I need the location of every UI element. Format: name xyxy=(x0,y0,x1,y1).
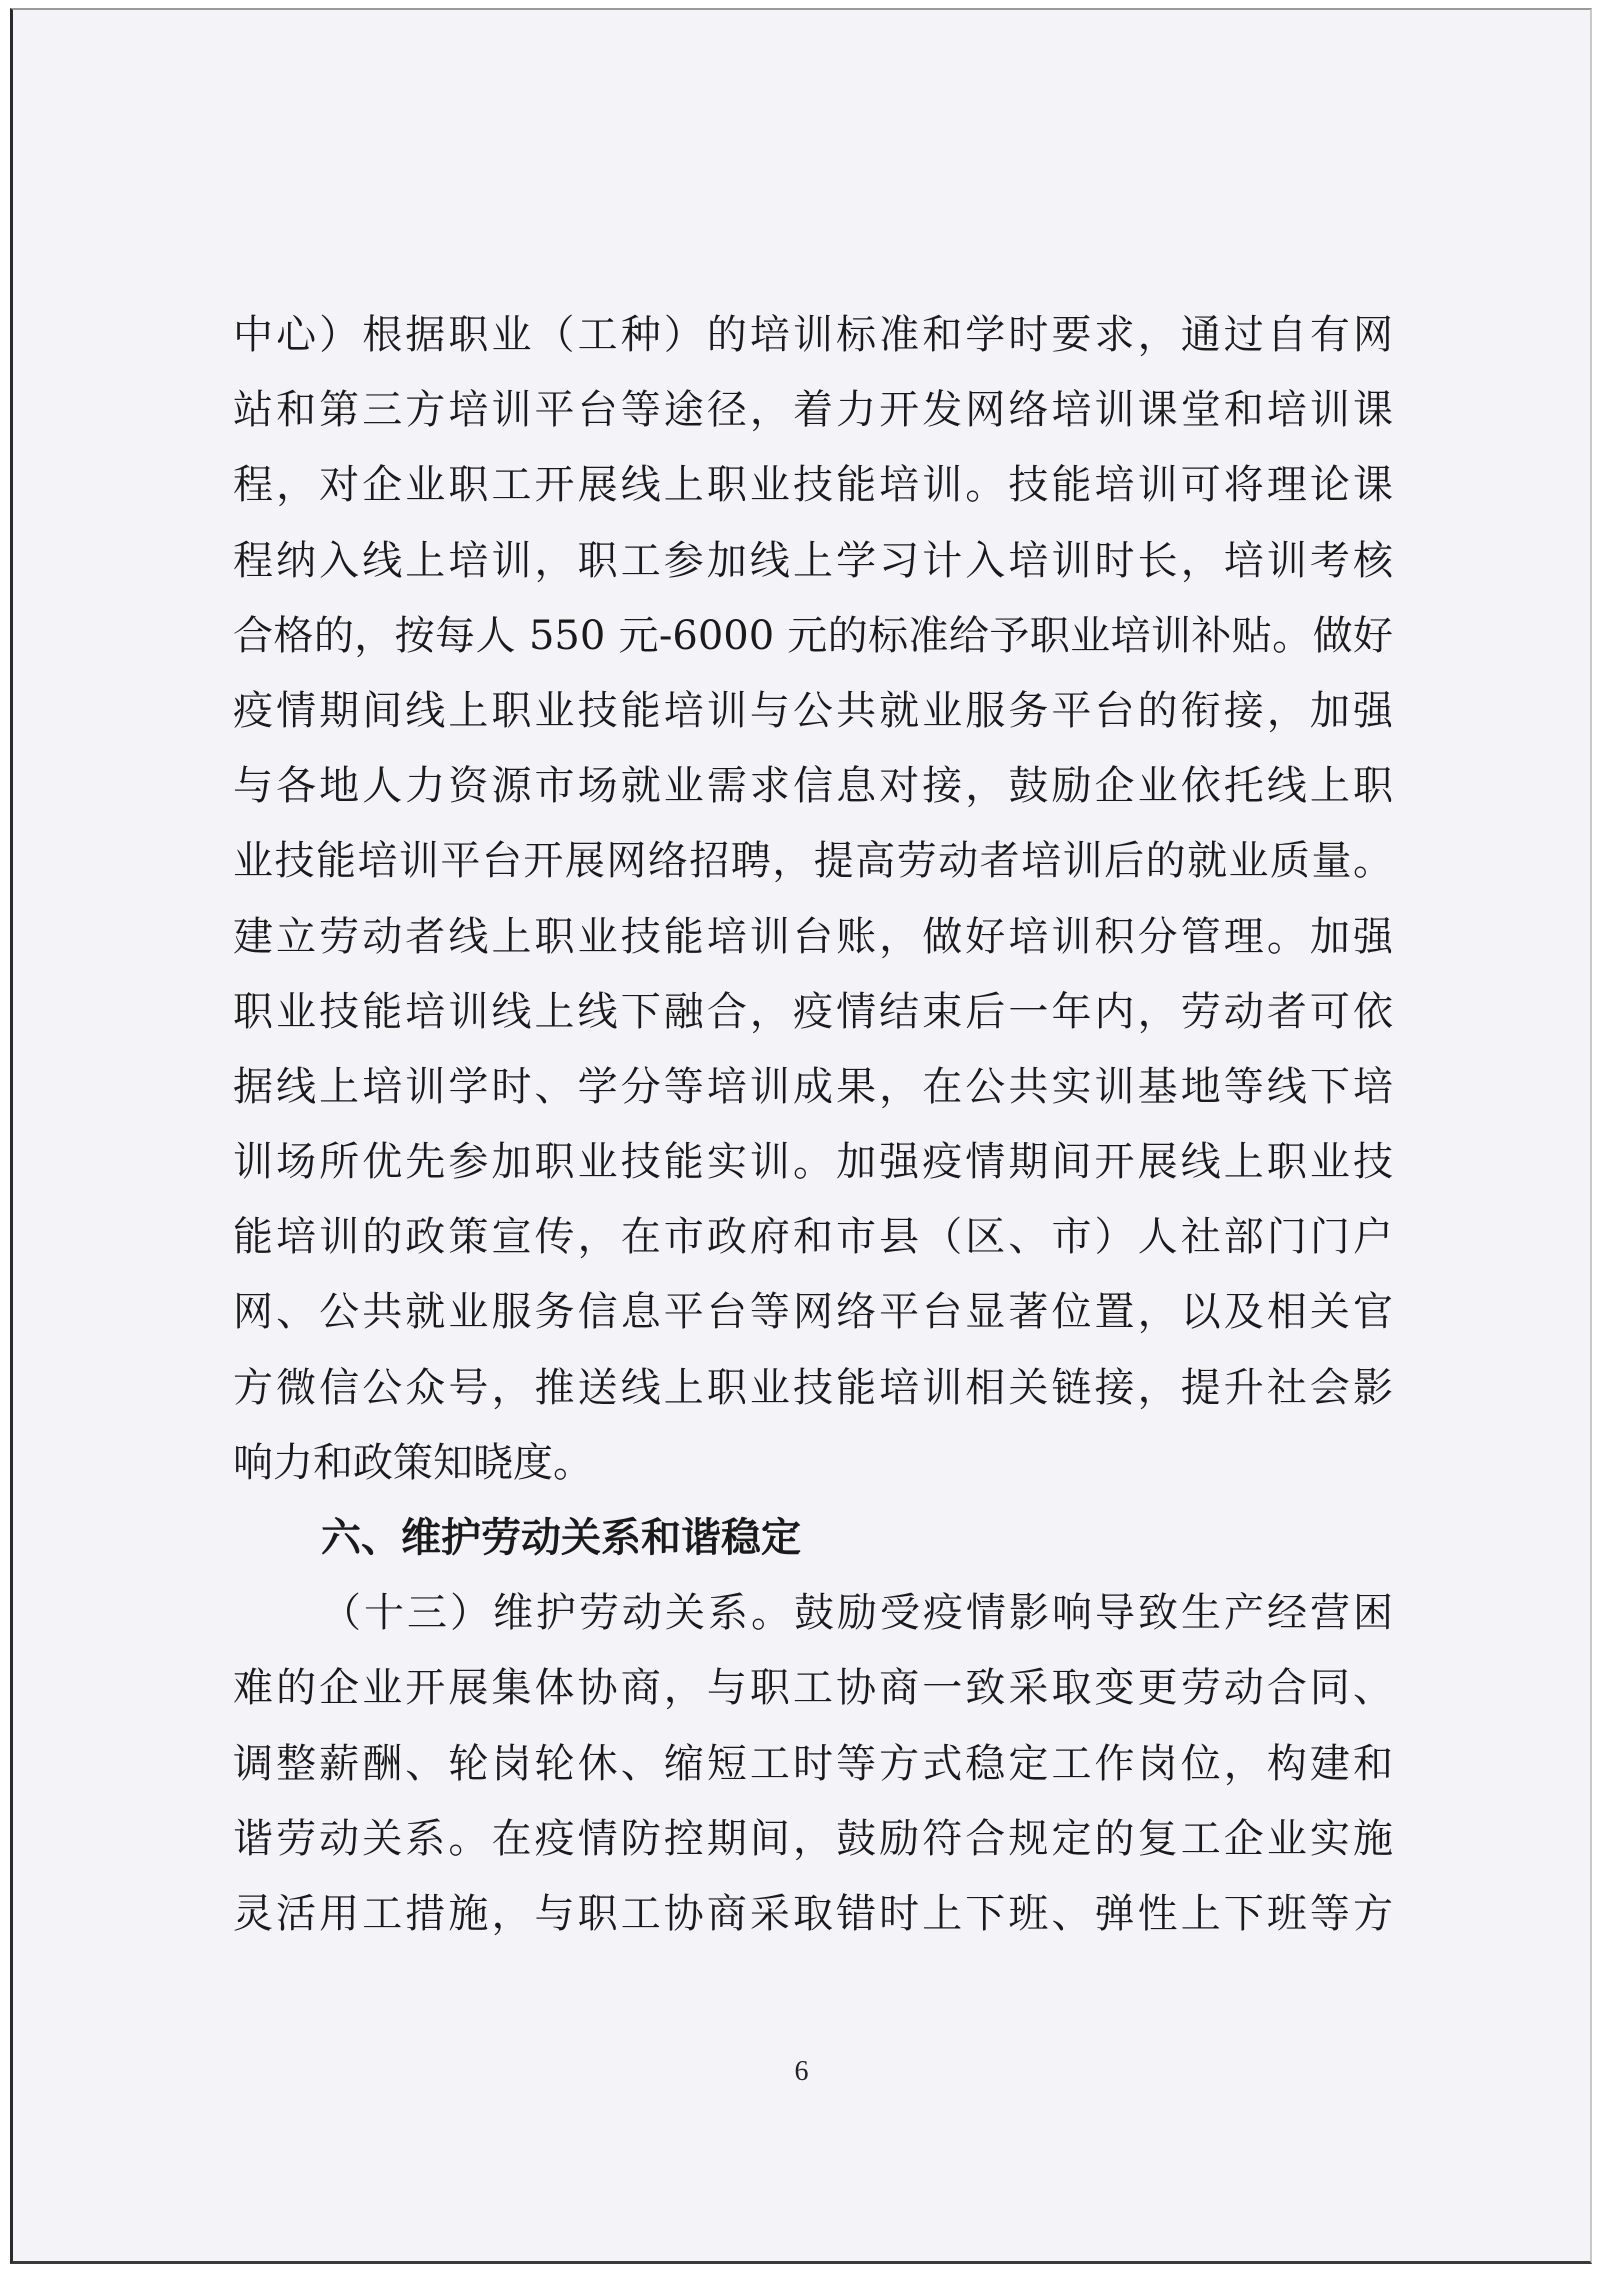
body-text xyxy=(233,298,1393,1952)
text-line: 网、公共就业服务信息平台等网络平台显著位置，以及相关官 xyxy=(233,1289,1393,1336)
section-heading: 六、维护劳动关系和谐稳定 xyxy=(321,1515,801,1561)
text-line: 中心）根据职业（工种）的培训标准和学时要求，通过自有网 xyxy=(233,312,1393,358)
paragraph-training xyxy=(233,298,1393,1501)
text-line: 调整薪酬、轮岗轮休、缩短工时等方式稳定工作岗位，构建和 xyxy=(233,1740,1393,1787)
page-number: 6 xyxy=(794,2056,809,2087)
text-line: 谐劳动关系。在疫情防控期间，鼓励符合规定的复工企业实施 xyxy=(233,1815,1393,1862)
text-line: 难的企业开展集体协商，与职工协商一致采取变更劳动合同、 xyxy=(233,1665,1393,1712)
text-line: 职业技能培训线上线下融合，疫情结束后一年内，劳动者可依 xyxy=(233,988,1393,1035)
text-line: 疫情期间线上职业技能培训与公共就业服务平台的衔接，加强 xyxy=(233,687,1393,734)
text-line: 站和第三方培训平台等途径，着力开发网络培训课堂和培训课 xyxy=(233,387,1393,434)
text-line: 建立劳动者线上职业技能培训台账，做好培训积分管理。加强 xyxy=(233,913,1393,960)
text-line: 方微信公众号，推送线上职业技能培训相关链接，提升社会影 xyxy=(233,1364,1393,1411)
document-page xyxy=(10,8,1592,2264)
text-line: 响力和政策知晓度。 xyxy=(233,1439,593,1486)
text-line: 训场所优先参加职业技能实训。加强疫情期间开展线上职业技 xyxy=(233,1139,1393,1186)
text-line: 程纳入线上培训，职工参加线上学习计入培训时长，培训考核 xyxy=(233,537,1393,584)
text-line: 据线上培训学时、学分等培训成果，在公共实训基地等线下培 xyxy=(233,1063,1393,1110)
text-line: 业技能培训平台开展网络招聘，提高劳动者培训后的就业质量。 xyxy=(233,838,1393,885)
text-line: 程，对企业职工开展线上职业技能培训。技能培训可将理论课 xyxy=(233,462,1393,509)
paragraph-labor-relations xyxy=(233,1576,1393,1952)
text-line: 灵活用工措施，与职工协商采取错时上下班、弹性上下班等方 xyxy=(233,1890,1393,1937)
text-line: 合格的，按每人 550 元-6000 元的标准给予职业培训补贴。做好 xyxy=(233,612,1393,659)
text-line: 能培训的政策宣传，在市政府和市县（区、市）人社部门门户 xyxy=(233,1214,1393,1261)
text-line: 与各地人力资源市场就业需求信息对接，鼓励企业依托线上职 xyxy=(233,763,1393,810)
text-line: （十三）维护劳动关系。鼓励受疫情影响导致生产经营困 xyxy=(321,1590,1393,1637)
